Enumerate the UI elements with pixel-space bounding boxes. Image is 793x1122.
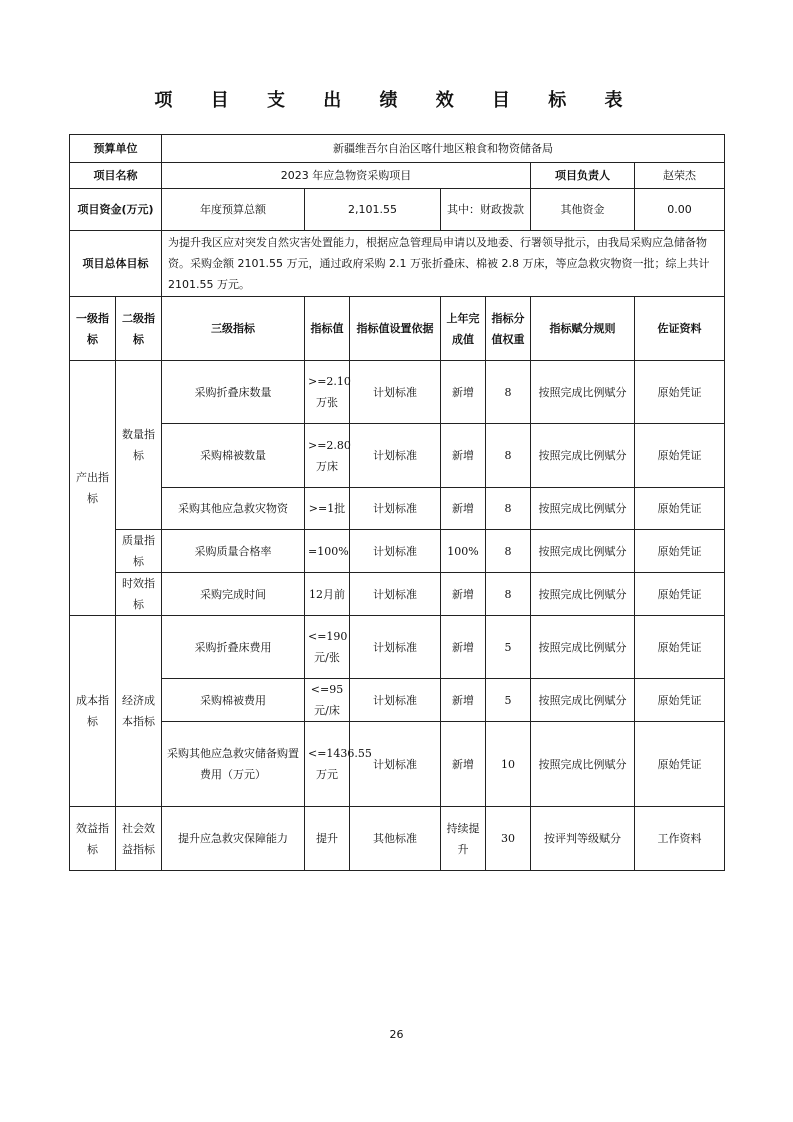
indicator-cell: 采购棉被费用 bbox=[162, 679, 305, 722]
weight-cell: 8 bbox=[486, 424, 531, 488]
header-last-year: 上年完成值 bbox=[441, 297, 486, 361]
overall-goal-row bbox=[70, 231, 725, 297]
overall-goal-text: 为提升我区应对突发自然灾害处置能力，根据应急管理局申请以及地委、行署领导批示，由我局采购应急储备物资。采购金额 2101.55 万元，通过政府采购 2.1 万张折叠床、棉被 2.8 万床，等应急救灾物资一批；综上共计 2101.55 万元。 bbox=[162, 231, 725, 297]
weight-cell: 30 bbox=[486, 807, 531, 871]
evidence-cell: 工作资料 bbox=[635, 807, 725, 871]
evidence-cell: 原始凭证 bbox=[635, 722, 725, 807]
basis-cell: 其他标准 bbox=[350, 807, 441, 871]
value-cell: <=95元/床 bbox=[305, 679, 350, 722]
header-level2: 二级指标 bbox=[116, 297, 162, 361]
budget-unit-value: 新疆维吾尔自治区喀什地区粮食和物资储备局 bbox=[162, 135, 725, 163]
budget-unit-row bbox=[70, 135, 725, 163]
value-cell: 12月前 bbox=[305, 573, 350, 616]
value-cell: >=1批 bbox=[305, 488, 350, 530]
weight-cell: 8 bbox=[486, 361, 531, 424]
value-cell: <=190元/张 bbox=[305, 616, 350, 679]
other-funds-value: 0.00 bbox=[635, 189, 725, 231]
evidence-cell: 原始凭证 bbox=[635, 424, 725, 488]
header-row bbox=[70, 297, 725, 361]
header-evidence: 佐证资料 bbox=[635, 297, 725, 361]
last-year-cell: 100% bbox=[441, 530, 486, 573]
evidence-cell: 原始凭证 bbox=[635, 616, 725, 679]
last-year-cell: 新增 bbox=[441, 722, 486, 807]
rule-cell: 按评判等级赋分 bbox=[531, 807, 635, 871]
last-year-cell: 新增 bbox=[441, 488, 486, 530]
header-rule: 指标赋分规则 bbox=[531, 297, 635, 361]
group-quantity: 数量指标 bbox=[116, 361, 162, 530]
last-year-cell: 持续提升 bbox=[441, 807, 486, 871]
fiscal-label: 其中：财政拨款 bbox=[441, 189, 531, 231]
header-level1: 一级指标 bbox=[70, 297, 116, 361]
basis-cell: 计划标准 bbox=[350, 361, 441, 424]
indicator-cell: 采购棉被数量 bbox=[162, 424, 305, 488]
evidence-cell: 原始凭证 bbox=[635, 530, 725, 573]
evidence-cell: 原始凭证 bbox=[635, 679, 725, 722]
group-benefit: 效益指标 bbox=[70, 807, 116, 871]
page-number: 26 bbox=[389, 1028, 404, 1041]
indicator-cell: 采购其他应急救灾物资 bbox=[162, 488, 305, 530]
table-row bbox=[70, 573, 725, 616]
other-funds-label: 其他资金 bbox=[531, 189, 635, 231]
header-level3: 三级指标 bbox=[162, 297, 305, 361]
last-year-cell: 新增 bbox=[441, 616, 486, 679]
value-cell: >=2.80万床 bbox=[305, 424, 350, 488]
header-basis: 指标值设置依据 bbox=[350, 297, 441, 361]
project-name-label: 项目名称 bbox=[70, 163, 162, 189]
weight-cell: 8 bbox=[486, 573, 531, 616]
header-value: 指标值 bbox=[305, 297, 350, 361]
rule-cell: 按照完成比例赋分 bbox=[531, 488, 635, 530]
table-row bbox=[70, 722, 725, 807]
rule-cell: 按照完成比例赋分 bbox=[531, 573, 635, 616]
rule-cell: 按照完成比例赋分 bbox=[531, 616, 635, 679]
indicator-cell: 采购完成时间 bbox=[162, 573, 305, 616]
basis-cell: 计划标准 bbox=[350, 573, 441, 616]
project-name-row bbox=[70, 163, 725, 189]
value-cell: >=2.10万张 bbox=[305, 361, 350, 424]
rule-cell: 按照完成比例赋分 bbox=[531, 679, 635, 722]
group-social-benefit: 社会效益指标 bbox=[116, 807, 162, 871]
evidence-cell: 原始凭证 bbox=[635, 488, 725, 530]
group-economic-cost: 经济成本指标 bbox=[116, 616, 162, 807]
basis-cell: 计划标准 bbox=[350, 616, 441, 679]
annual-budget-value: 2,101.55 bbox=[305, 189, 441, 231]
group-timeliness: 时效指标 bbox=[116, 573, 162, 616]
weight-cell: 8 bbox=[486, 530, 531, 573]
rule-cell: 按照完成比例赋分 bbox=[531, 530, 635, 573]
evidence-cell: 原始凭证 bbox=[635, 361, 725, 424]
group-output: 产出指标 bbox=[70, 361, 116, 616]
table-row bbox=[70, 361, 725, 424]
weight-cell: 10 bbox=[486, 722, 531, 807]
basis-cell: 计划标准 bbox=[350, 488, 441, 530]
budget-unit-label: 预算单位 bbox=[70, 135, 162, 163]
basis-cell: 计划标准 bbox=[350, 722, 441, 807]
table-row bbox=[70, 424, 725, 488]
last-year-cell: 新增 bbox=[441, 679, 486, 722]
overall-goal-label: 项目总体目标 bbox=[70, 231, 162, 297]
table-row bbox=[70, 530, 725, 573]
table-row bbox=[70, 807, 725, 871]
leader-value: 赵荣杰 bbox=[635, 163, 725, 189]
funds-label: 项目资金(万元) bbox=[70, 189, 162, 231]
weight-cell: 5 bbox=[486, 616, 531, 679]
leader-label: 项目负责人 bbox=[531, 163, 635, 189]
table-row bbox=[70, 679, 725, 722]
last-year-cell: 新增 bbox=[441, 361, 486, 424]
funds-row bbox=[70, 189, 725, 231]
project-name-value: 2023 年应急物资采购项目 bbox=[162, 163, 531, 189]
value-cell: =100% bbox=[305, 530, 350, 573]
indicator-cell: 提升应急救灾保障能力 bbox=[162, 807, 305, 871]
rule-cell: 按照完成比例赋分 bbox=[531, 361, 635, 424]
annual-budget-label: 年度预算总额 bbox=[162, 189, 305, 231]
evidence-cell: 原始凭证 bbox=[635, 573, 725, 616]
group-quality: 质量指标 bbox=[116, 530, 162, 573]
last-year-cell: 新增 bbox=[441, 424, 486, 488]
table-row bbox=[70, 616, 725, 679]
rule-cell: 按照完成比例赋分 bbox=[531, 424, 635, 488]
value-cell: 提升 bbox=[305, 807, 350, 871]
table-row bbox=[70, 488, 725, 530]
weight-cell: 5 bbox=[486, 679, 531, 722]
indicator-cell: 采购折叠床数量 bbox=[162, 361, 305, 424]
indicator-cell: 采购其他应急救灾储备购置费用（万元） bbox=[162, 722, 305, 807]
basis-cell: 计划标准 bbox=[350, 424, 441, 488]
rule-cell: 按照完成比例赋分 bbox=[531, 722, 635, 807]
indicator-cell: 采购折叠床费用 bbox=[162, 616, 305, 679]
header-weight: 指标分值权重 bbox=[486, 297, 531, 361]
last-year-cell: 新增 bbox=[441, 573, 486, 616]
page-title: 项 目 支 出 绩 效 目 标 表 bbox=[154, 90, 639, 111]
basis-cell: 计划标准 bbox=[350, 679, 441, 722]
weight-cell: 8 bbox=[486, 488, 531, 530]
basis-cell: 计划标准 bbox=[350, 530, 441, 573]
indicator-cell: 采购质量合格率 bbox=[162, 530, 305, 573]
value-cell: <=1436.55万元 bbox=[305, 722, 350, 807]
performance-target-table bbox=[69, 134, 725, 871]
group-cost: 成本指标 bbox=[70, 616, 116, 807]
